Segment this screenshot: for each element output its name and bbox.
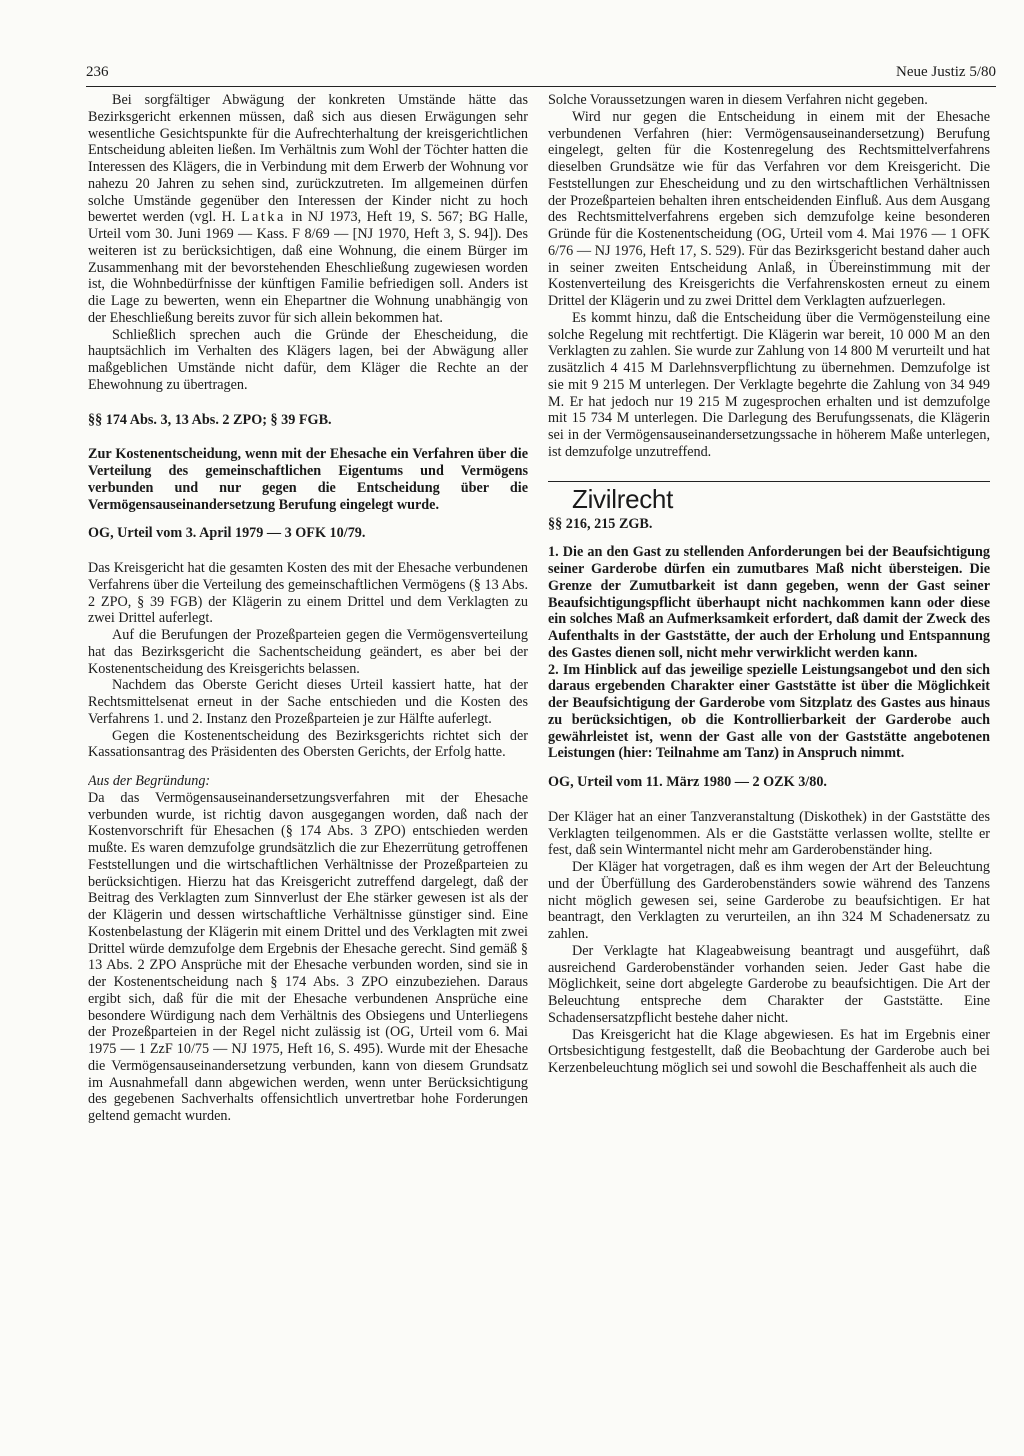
paragraph: Das Kreisgericht hat die gesamten Kosten des mit der Ehesache verbundenen Verfahrens über die Verteilung des gemeinschaftlichen Vermögens (§ 13 Abs. 2 ZPO, § 39 FGB) der Klägerin zu einem Drittel und dem Verklagten zu zwei Drittel auferlegt. — [88, 560, 528, 627]
court-citation: OG, Urteil vom 11. März 1980 — 2 OZK 3/80. — [548, 774, 827, 790]
headnote-2: 2. Im Hinblick auf das jeweilige spezielle Leistungsangebot und den sich daraus ergebenden Charakter einer Gaststätte ist über die Möglichkeit der Beaufsichtigung der Garderobe vom Sitzplatz des Gastes aus hinaus zu berücksichtigen, ob die Kontrollierbarkeit der Garderobe auch gewährleistet ist, wenn der Gast alle von der Gaststätte angebotenen Leistungen (hier: Teilnahme am Tanz) in Anspruch nimmt. — [548, 661, 990, 762]
section-title: Zivilrecht — [572, 483, 674, 514]
paragraph: Auf die Berufungen der Prozeßparteien gegen die Vermögensverteilung hat das Bezirksgericht die Sachentscheidung geändert, es aber bei der Kostenentscheidung des Kreisgerichts belassen. — [88, 627, 528, 677]
left-column — [88, 92, 528, 1432]
paragraph: Nachdem das Oberste Gericht dieses Urteil kassiert hatte, hat der Rechtsmittelsenat erneut in der Sache entschieden und die Kosten des Verfahrens 1. und 2. Instanz den Prozeßparteien je zur Hälfte auferlegt. — [88, 677, 528, 727]
paragraph: Es kommt hinzu, daß die Entscheidung über die Vermögensteilung eine solche Regelung mit rechtfertigt. Die Klägerin war bereit, 10 000 M an den Verklagten zu zahlen. Sie wurde zur Zahlung von 14 800 M verurteilt und hat zusätzlich 4 415 M Darlehnsverpflichtung zu übernehmen. Demzufolge ist sie mit 9 215 M unterlegen. Der Verklagte begehrte die Zahlung von 34 949 M. Er hat jedoch nur 19 215 M zugesprochen erhalten und ist demzufolge mit 15 734 M unterlegen. Die Darlegung des Berufungssenats, die Klägerin sei in der Vermögensauseinandersetzungssache in höherem Maße unterlegen, ist demzufolge unzutreffend. — [548, 309, 990, 460]
paragraph: Gegen die Kostenentscheidung des Bezirksgerichts richtet sich der Kassationsantrag des Präsidenten des Obersten Gerichts, der Erfolg hatte. — [88, 727, 528, 761]
paragraph: Solche Voraussetzungen waren in diesem Verfahren nicht gegeben. — [548, 92, 928, 108]
headnote: Zur Kostenentscheidung, wenn mit der Ehesache ein Verfahren über die Verteilung des gemeinschaftlichen Eigentums und Vermögens verbunden und nur gegen die Entscheidung über die Vermögensauseinandersetzung Berufung eingelegt wurde. — [88, 446, 528, 513]
right-column — [548, 92, 990, 1432]
header-rule — [86, 86, 996, 87]
running-header — [86, 64, 996, 88]
author-name: Latka — [240, 209, 286, 226]
journal-issue: Neue Justiz 5/80 — [896, 64, 996, 80]
paragraph: Schließlich sprechen auch die Gründe der Ehescheidung, die hauptsächlich im Verhalten des Klägers lagen, bei der Abwägung aller maßgeblichen Umstände nicht dafür, dem Kläger die Rechte an der Ehewohnung zu übertragen. — [88, 326, 528, 393]
paragraph: Der Verklagte hat Klageabweisung beantragt und ausgeführt, daß ausreichend Garderobenständer vorhanden seien. Jeder Gast habe die Möglichkeit, seine dort abgelegte Garderobe zu beaufsichtigen. Die Art der Beleuchtung entspreche dem Charakter der Gaststätte. Eine Schadensersatzpflicht bestehe daher nicht. — [548, 942, 990, 1026]
paragraph: Wird nur gegen die Entscheidung in einem mit der Ehesache verbundenen Verfahren (hier: Vermögensauseinandersetzung) Berufung eingelegt, gelten für die Kostenregelung des Rechtsmittelverfahrens dieselben Grundsätze wie für das Verfahren vor dem Kreisgericht. Die Feststellungen zur Ehescheidung und zu den wirtschaftlichen Verhältnissen der Prozeßparteien behalten ihren entscheidenden Einfluß. Aus dem Ausgang des Rechtsmittelverfahrens ergeben sich demzufolge keine besonderen Gründe für die Kostenentscheidung (OG, Urteil vom 4. Mai 1976 — 1 OFK 6/76 — NJ 1976, Heft 17, S. 529). Für das Bezirksgericht bestand daher auch in seiner zweiten Entscheidung Anlaß, in Übereinstimmung mit der Kostenverteilung des Kreisgerichts die Verfahrenskosten erneut zu einem Drittel der Klägerin und zu zwei Drittel dem Verklagten aufzuerlegen. — [548, 108, 990, 309]
page-number: 236 — [86, 64, 109, 80]
norm-citation: §§ 174 Abs. 3, 13 Abs. 2 ZPO; § 39 FGB. — [88, 411, 332, 428]
reasons-label: Aus der Begründung: — [88, 773, 211, 789]
paragraph: Bei sorgfältiger Abwägung der konkreten Umstände hätte das Bezirksgericht erkennen müssen, daß sich aus diesen Erwägungen sehr wesentliche Gesichtspunkte für die Aufrechterhaltung der kreisgerichtlichen Entscheidung ableiten ließen. Im Verhältnis zum Wohl der Töchter hatten die Interessen des Klägers, die in Verbindung mit dem Erwerb der Wohnung vor nahezu 20 Jahren zu sehen sind, zurückzutreten. Im allgemeinen dürfen solche Umstände gegenüber den Interessen der Kinder nicht zu hoch bewertet werden (vgl. H. Latka in NJ 1973, Heft 19, S. 567; BG Halle, Urteil vom 30. Juni 1969 — Kass. F 8/69 — [NJ 1970, Heft 3, S. 94]). Des weiteren ist zu berücksichtigen, daß eine Wohnung, die einem Bürger im Zusammenhang mit der bevorstehenden Eheschließung zugewiesen worden ist, die Wohnbedürfnisse der künftigen Familie befriedigen soll. Anders ist die Lage zu bewerten, wenn ein Ehepartner die Wohnung unabhängig von der Eheschließung bereits zuvor für sich allein bekommen hat. — [88, 92, 528, 326]
paragraph: Das Kreisgericht hat die Klage abgewiesen. Es hat im Ergebnis einer Ortsbesichtigung festgestellt, daß die Beobachtung der Garderobe auch bei Kerzenbeleuchtung möglich sei und sowohl die Beschaffenheit als auch die — [548, 1026, 990, 1076]
paragraph: Der Kläger hat an einer Tanzveranstaltung (Diskothek) in der Gaststätte des Verklagten teilgenommen. Als er die Gaststätte verlassen wollte, stellte er fest, daß sein Wintermantel nicht mehr am Garderobenständer hing. — [548, 808, 990, 859]
norm-citation: §§ 216, 215 ZGB. — [548, 515, 653, 532]
paragraph: Der Kläger hat vorgetragen, daß es ihm wegen der Art der Beleuchtung und der Überfüllung des Garderobenständers sowie während des Tanzens nicht möglich gewesen sei, seine Garderobe zu beaufsichtigen. Er hat beantragt, den Verklagten zu verurteilen, an ihn 324 M Schadenersatz zu zahlen. — [548, 859, 990, 942]
headnote-1: 1. Die an den Gast zu stellenden Anforderungen bei der Beaufsichtigung seiner Garderobe dürfen ein zumutbares Maß nicht übersteigen. Die Grenze der Zumutbarkeit ist dann gegeben, wenn der Gast seiner Beaufsichtigungspflicht überhaupt nicht nachkommen kann oder diese ein solches Maß an Aufmerksamkeit erfordert, daß damit der Zweck des Aufenthalts in der Gaststätte, der auch der Erholung und Entspannung des Gastes dienen soll, nicht mehr verwirklicht werden kann. — [548, 544, 990, 661]
court-citation: OG, Urteil vom 3. April 1979 — 3 OFK 10/79. — [88, 525, 366, 542]
paragraph: Da das Vermögensauseinandersetzungsverfahren mit der Ehesache verbunden wurde, ist richtig davon ausgegangen worden, daß nach der Kostenvorschrift für Ehesachen (§ 174 Abs. 3 ZPO) entschieden werden mußte. Es waren demzufolge grundsätzlich die zur Ehezerrütung getroffenen Feststellungen und die wirtschaftlichen Verhältnisse der Prozeßparteien zu berücksichtigen. Hierzu hat das Kreisgericht zutreffend dargelegt, daß der Beitrag des Verklagten zum Sinnverlust der Ehe stärker gewesen ist als der der Klägerin und dessen wirtschaftliche Verhältnisse günstiger sind. Eine Kostenbelastung der Klägerin mit einem Drittel und des Verklagten mit zwei Drittel würde demzufolge dem Ergebnis der Ehesache gerecht. Sind gemäß § 13 Abs. 2 ZPO Ansprüche mit der Ehesache verbunden worden, sind sie in der Kostenentscheidung nach § 174 Abs. 3 ZPO einzubeziehen. Daraus ergibt sich, daß für die mit der Ehesache verbundenen Ansprüche eine besondere Würdigung nach dem Verhältnis des Obsiegens und Unterliegens der Prozeßparteien in der Regel nicht zulässig ist (OG, Urteil vom 6. Mai 1975 — 1 ZzF 10/75 — NJ 1975, Heft 16, S. 495). Wurde mit der Ehesache die Vermögensauseinandersetzung verbunden, kann von diesem Grundsatz im Ausnahmefall dann abgewichen werden, wenn unter Berücksichtigung des gegebenen Sachverhalts offensichtlich unvertretbar hohe Forderungen geltend gemacht wurden. — [88, 789, 528, 1124]
